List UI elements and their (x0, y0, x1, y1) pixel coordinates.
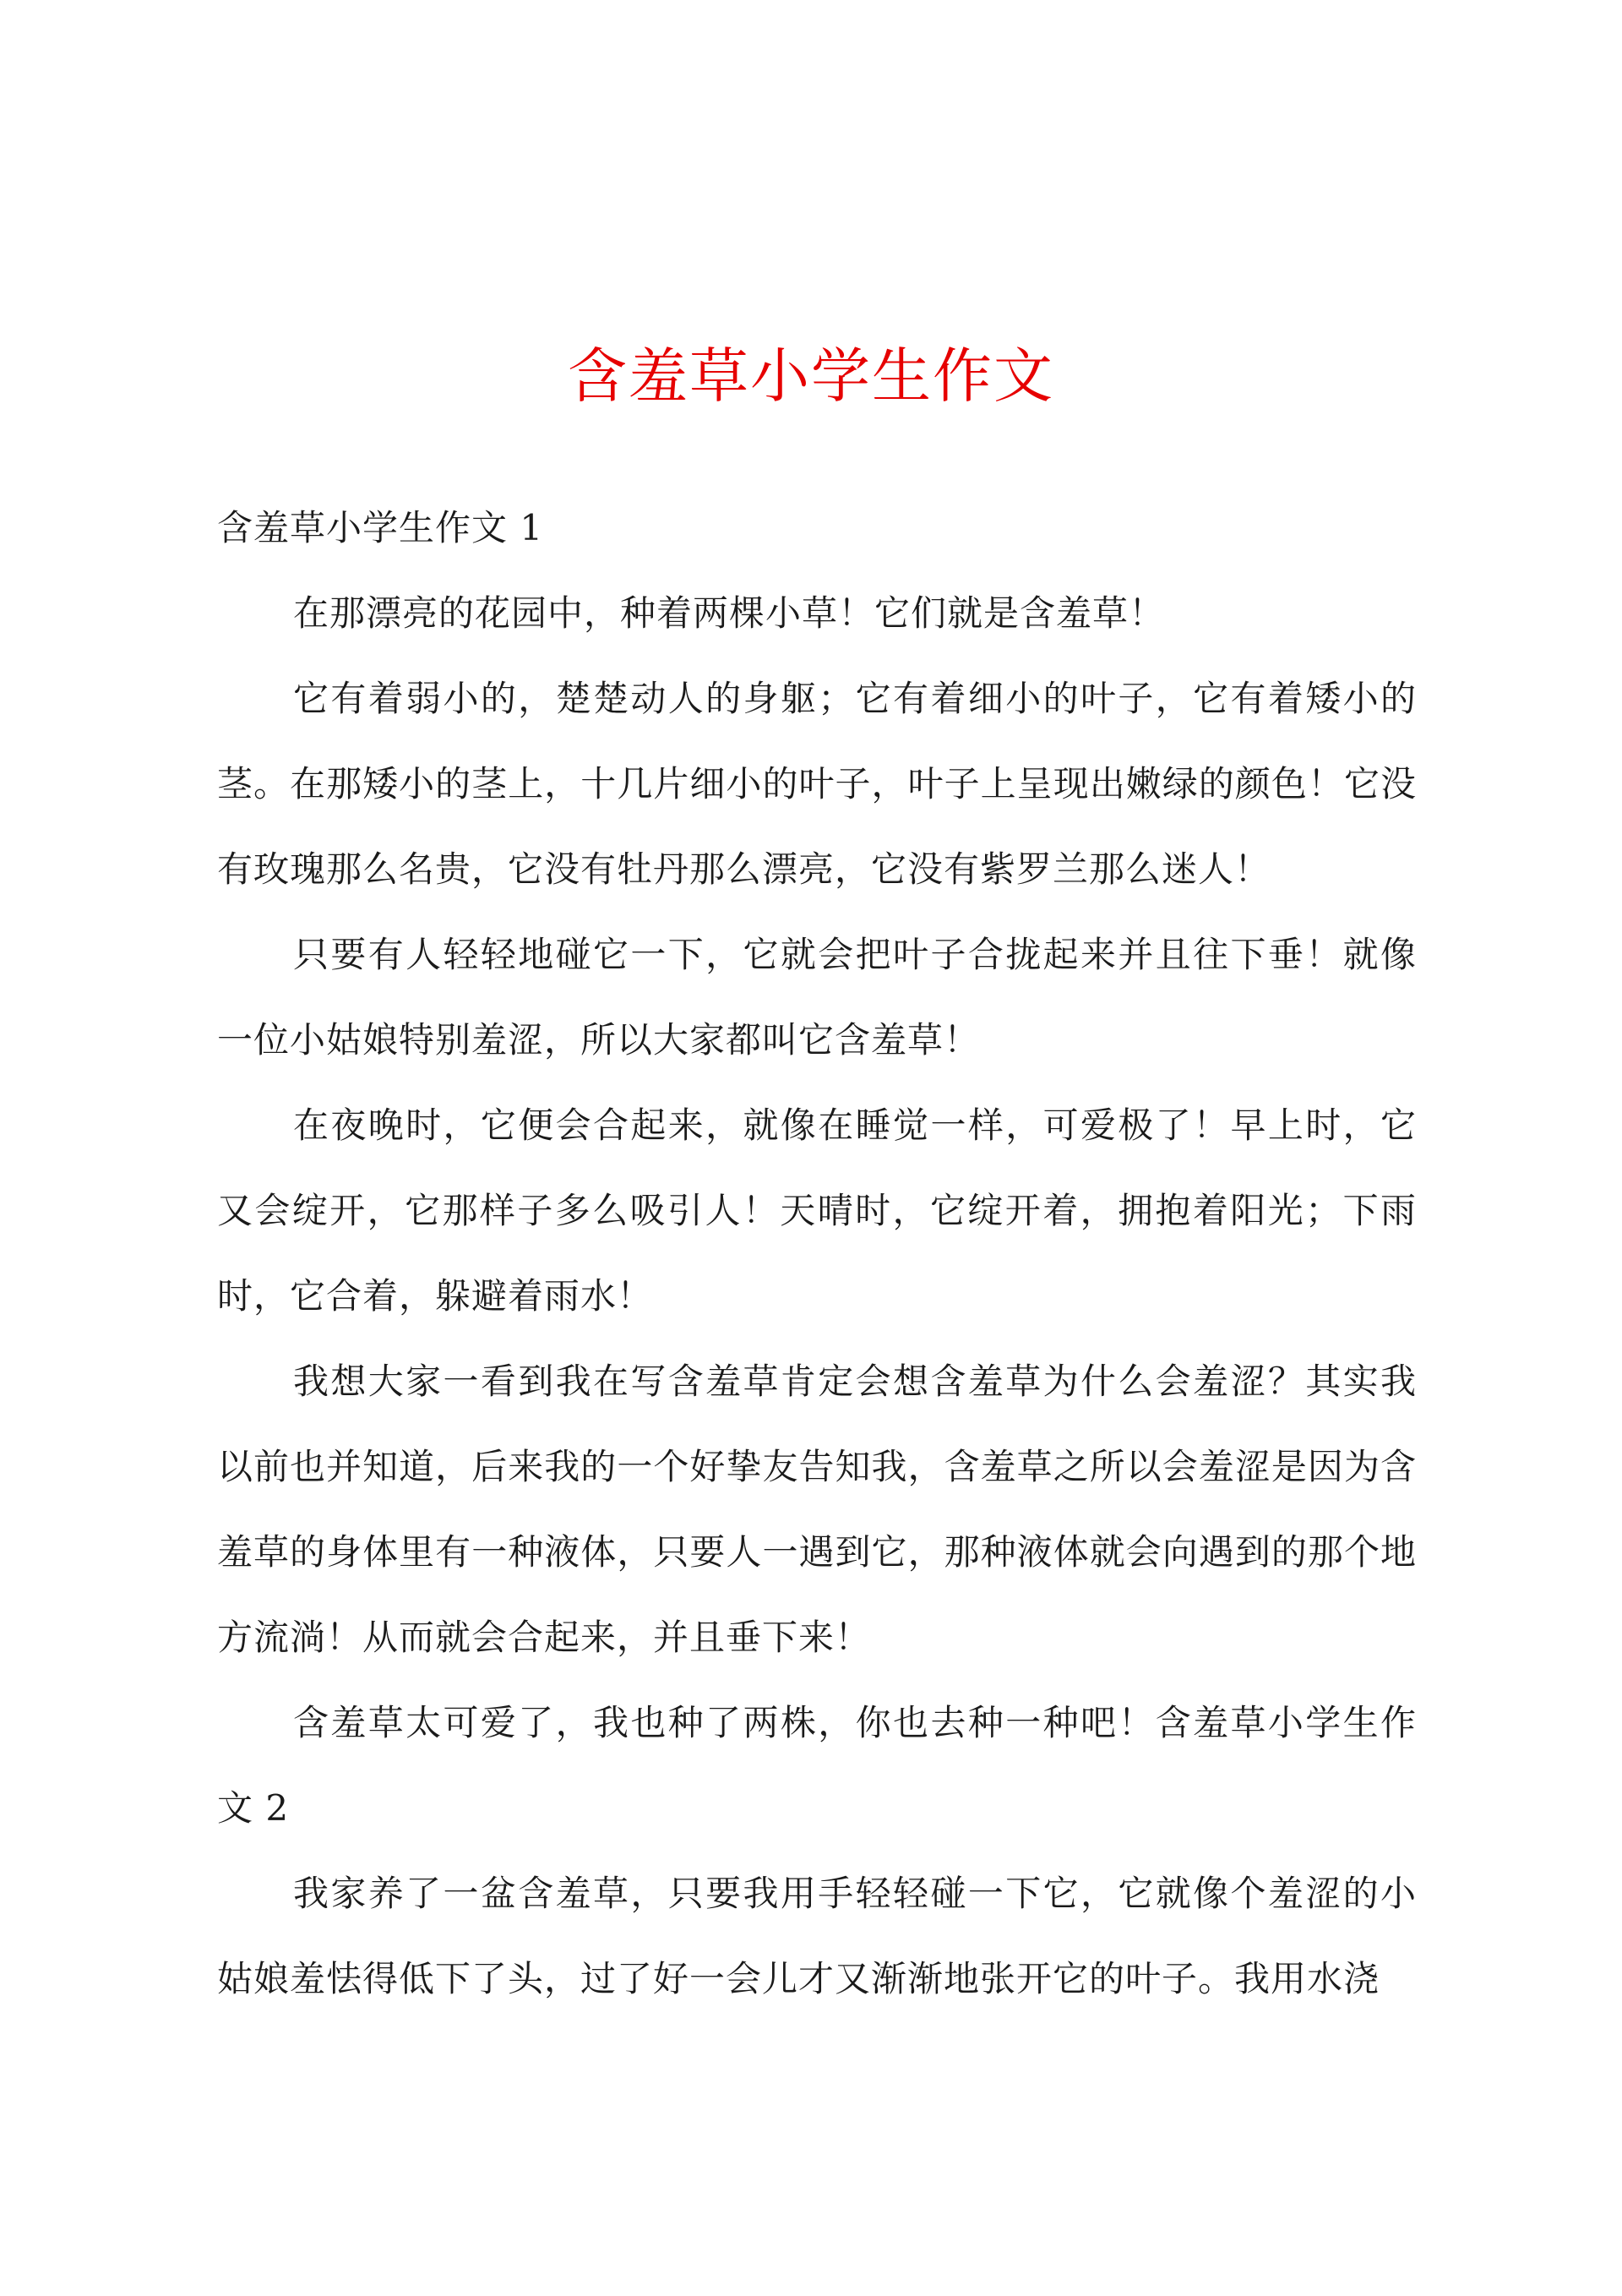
paragraph: 在夜晚时，它便会合起来，就像在睡觉一样，可爱极了！早上时，它又会绽开，它那样子多么吸引人！天晴时，它绽开着，拥抱着阳光；下雨时，它合着，躲避着雨水！ (217, 1104, 1417, 1317)
paragraph: 我想大家一看到我在写含羞草肯定会想含羞草为什么会羞涩？其实我以前也并知道，后来我的一个好挚友告知我，含羞草之所以会羞涩是因为含羞草的身体里有一种液体，只要人一遇到它，那种液体就会向遇到的那个地方流淌！从而就会合起来，并且垂下来！ (217, 1361, 1417, 1658)
essay-heading: 含羞草小学生作文 1 (217, 507, 544, 548)
paragraph: 我家养了一盆含羞草，只要我用手轻轻碰一下它，它就像个羞涩的小姑娘羞怯得低下了头，过了好一会儿才又渐渐地张开它的叶子。我用水浇 (217, 1873, 1417, 1999)
document-body (217, 485, 1417, 2021)
document-title: 含羞草小学生作文 (568, 341, 1054, 411)
paragraph: 只要有人轻轻地碰它一下，它就会把叶子合拢起来并且往下垂！就像一位小姑娘特别羞涩，所以大家都叫它含羞草！ (217, 934, 1417, 1061)
paragraph: 含羞草太可爱了，我也种了两株，你也去种一种吧！含羞草小学生作文 2 (217, 1702, 1417, 1829)
paragraph: 它有着弱小的，楚楚动人的身躯；它有着细小的叶子，它有着矮小的茎。在那矮小的茎上，十几片细小的叶子，叶子上呈现出嫩绿的颜色！它没有玫瑰那么名贵，它没有牡丹那么漂亮，它没有紫罗兰那么迷人！ (217, 678, 1417, 890)
paragraph: 在那漂亮的花园中，种着两棵小草！它们就是含羞草！ (293, 592, 1166, 634)
